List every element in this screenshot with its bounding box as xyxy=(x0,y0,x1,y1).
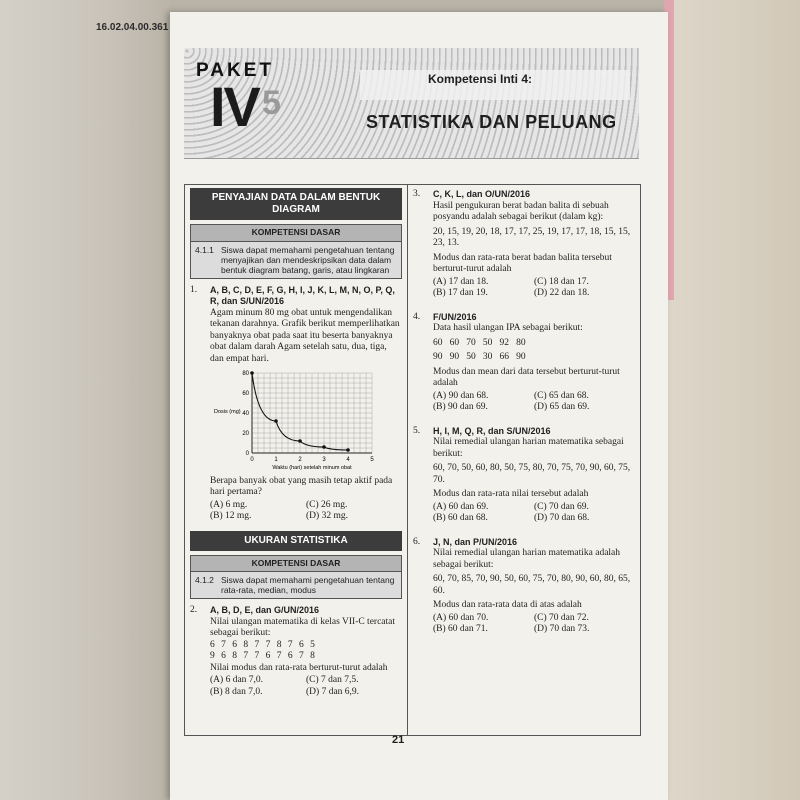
question-number: 5. xyxy=(413,425,421,436)
y-tick-label: 60 xyxy=(242,391,249,397)
question-6 xyxy=(413,537,635,636)
kompetensi-dasar-box xyxy=(190,555,402,600)
kd-text: Siswa dapat memahami pengetahuan tentang rata-rata, median, modus xyxy=(221,575,395,595)
option-d: (D) 7 dan 6,9. xyxy=(306,686,360,697)
kd-code: 4.1.1 xyxy=(195,244,214,255)
answer-options xyxy=(210,675,402,698)
question-text: Nilai ulangan matematika di kelas VII-C tercatat sebagai berikut: xyxy=(210,616,396,638)
x-tick-label: 4 xyxy=(346,457,350,463)
page-code: 16.02.04.00.361 xyxy=(96,22,169,33)
background-left xyxy=(0,0,175,800)
question-5 xyxy=(413,426,635,525)
data-list: 60, 70, 50, 60, 80, 50, 75, 80, 70, 75, 70, 90, 60, 75, 70. xyxy=(433,463,631,485)
option-b: (B) 8 dan 7,0. xyxy=(210,686,263,697)
left-column xyxy=(190,185,402,702)
option-b: (B) 12 mg. xyxy=(210,511,252,521)
question-prompt: Modus dan rata-rata nilai tersebut adalah xyxy=(433,489,589,499)
kd-text: Siswa dapat memahami pengetahuan tentang menyajikan dan mendeskripsikan data dalam bentuk diagram batang, garis, atau lingkaran xyxy=(221,244,395,275)
question-prompt: Modus dan rata-rata berat badan balita tersebut berturut-turut adalah xyxy=(433,252,612,274)
option-c: (C) 7 dan 7,5. xyxy=(306,675,359,685)
question-text: Nilai remedial ulangan harian matematika sebagai berikut: xyxy=(433,437,624,459)
option-c: (C) 65 dan 68. xyxy=(534,390,589,401)
y-tick-label: 0 xyxy=(245,451,249,457)
kompetensi-dasar-row xyxy=(191,572,401,598)
answer-options xyxy=(433,277,635,300)
data-row: 90 90 50 30 66 90 xyxy=(433,352,526,362)
x-tick-label: 1 xyxy=(274,457,278,463)
data-row: 60 60 70 50 92 80 xyxy=(433,337,526,348)
option-a: (A) 6 mg. xyxy=(210,499,248,510)
data-point xyxy=(250,371,254,375)
x-axis-label: Waktu (hari) setelah minum obat xyxy=(272,465,352,471)
option-d: (D) 70 dan 73. xyxy=(534,624,590,634)
question-source: C, K, L, dan O/UN/2016 xyxy=(433,189,531,199)
data-list: 20, 15, 19, 20, 18, 17, 17, 25, 19, 17, 17, 18, 15, 15, 23, 13. xyxy=(433,226,631,248)
option-a: (A) 60 dan 69. xyxy=(433,501,489,512)
answer-options xyxy=(210,500,402,523)
x-tick-label: 3 xyxy=(322,457,326,463)
option-a: (A) 17 dan 18. xyxy=(433,276,489,287)
question-source: J, N, dan P/UN/2016 xyxy=(433,536,518,547)
y-axis-label: Dosis (mg) xyxy=(214,409,241,415)
option-a: (A) 60 dan 70. xyxy=(433,612,489,623)
page-number: 21 xyxy=(392,734,405,746)
section-heading: PENYAJIAN DATA DALAM BENTUK DIAGRAM xyxy=(190,188,402,220)
data-row: 9 6 8 7 7 6 7 6 7 8 xyxy=(210,651,317,661)
question-prompt: Nilai modus dan rata-rata berturut-turut adalah xyxy=(210,662,388,673)
question-text: Agam minum 80 mg obat untuk mengendalikan tekanan darahnya. Grafik berikut memperlihatkan banyaknya obat pada saat itu beserta banyaknya obat dalam darah Agam setelah satu, dua, tiga, dan empat hari. xyxy=(210,307,400,364)
question-text: Nilai remedial ulangan harian matematika adalah sebagai berikut: xyxy=(433,548,621,570)
section-heading: UKURAN STATISTIKA xyxy=(190,531,402,551)
question-number: 3. xyxy=(413,189,421,199)
option-c: (C) 70 dan 69. xyxy=(534,501,589,512)
data-point xyxy=(322,445,326,449)
answer-options xyxy=(433,391,635,414)
data-point xyxy=(346,448,350,452)
dose-line-chart xyxy=(210,367,400,471)
question-text: Hasil pengukuran berat badan balita di sebuah posyandu adalah sebagai berikut (dalam kg): xyxy=(433,200,609,222)
option-a: (A) 90 dan 68. xyxy=(433,390,489,401)
question-4 xyxy=(413,312,635,414)
question-number: 6. xyxy=(413,536,421,547)
question-3 xyxy=(413,189,635,300)
kompetensi-dasar-label: KOMPETENSI DASAR xyxy=(191,556,401,573)
question-prompt: Berapa banyak obat yang masih tetap aktif pada hari pertama? xyxy=(210,475,393,497)
option-d: (D) 65 dan 69. xyxy=(534,402,590,412)
question-number: 1. xyxy=(190,284,198,295)
kompetensi-inti: Kompetensi Inti 4: xyxy=(428,72,533,86)
question-source: H, I, M, Q, R, dan S/UN/2016 xyxy=(433,425,551,436)
question-text: Data hasil ulangan IPA sebagai berikut: xyxy=(433,323,583,333)
content-box xyxy=(184,184,641,736)
background-right xyxy=(665,0,800,800)
x-tick-label: 2 xyxy=(298,457,302,463)
option-d: (D) 32 mg. xyxy=(306,511,348,521)
column-divider xyxy=(407,185,408,735)
answer-options xyxy=(433,502,635,525)
data-row: 6 7 6 8 7 7 8 7 6 5 xyxy=(210,639,317,650)
question-prompt: Modus dan rata-rata data di atas adalah xyxy=(433,600,582,610)
answer-options xyxy=(433,613,635,636)
kompetensi-dasar-row xyxy=(191,242,401,278)
kompetensi-dasar-label: KOMPETENSI DASAR xyxy=(191,225,401,242)
option-b: (B) 17 dan 19. xyxy=(433,288,488,298)
kd-code: 4.1.2 xyxy=(195,575,214,585)
option-c: (C) 26 mg. xyxy=(306,499,348,510)
option-b: (B) 90 dan 69. xyxy=(433,402,488,412)
data-point xyxy=(298,439,302,443)
x-tick-label: 5 xyxy=(370,457,374,463)
x-tick-label: 0 xyxy=(250,457,254,463)
y-tick-label: 40 xyxy=(242,411,249,417)
option-d: (D) 70 dan 68. xyxy=(534,513,590,523)
question-1 xyxy=(190,285,402,523)
y-tick-label: 20 xyxy=(242,431,249,437)
data-point xyxy=(274,419,278,423)
question-source: A, B, D, E, dan G/UN/2016 xyxy=(210,605,320,615)
question-source: A, B, C, D, E, F, G, H, I, J, K, L, M, N, O, P, Q, R, dan S/UN/2016 xyxy=(210,284,395,306)
data-list: 60, 70, 85, 70, 90, 50, 60, 75, 70, 80, 90, 60, 80, 65, 60. xyxy=(433,574,631,596)
kompetensi-dasar-box xyxy=(190,224,402,279)
option-c: (C) 70 dan 72. xyxy=(534,612,589,623)
question-2 xyxy=(190,605,402,698)
option-b: (B) 60 dan 71. xyxy=(433,624,488,634)
paket-label: PAKET xyxy=(196,60,274,81)
question-number: 4. xyxy=(413,311,421,322)
option-b: (B) 60 dan 68. xyxy=(433,513,488,523)
book-page xyxy=(170,12,668,800)
question-source: F/UN/2016 xyxy=(433,311,477,322)
option-a: (A) 6 dan 7,0. xyxy=(210,675,264,685)
option-c: (C) 18 dan 17. xyxy=(534,276,589,287)
y-tick-label: 80 xyxy=(242,371,249,377)
paket-shadow-number: 5 xyxy=(262,84,281,122)
chapter-title: STATISTIKA DAN PELUANG xyxy=(366,112,617,132)
option-d: (D) 22 dan 18. xyxy=(534,288,590,298)
right-column xyxy=(413,185,635,640)
question-prompt: Modus dan mean dari data tersebut berturut-turut adalah xyxy=(433,366,620,388)
question-number: 2. xyxy=(190,605,198,615)
paket-number: IV xyxy=(210,75,259,138)
